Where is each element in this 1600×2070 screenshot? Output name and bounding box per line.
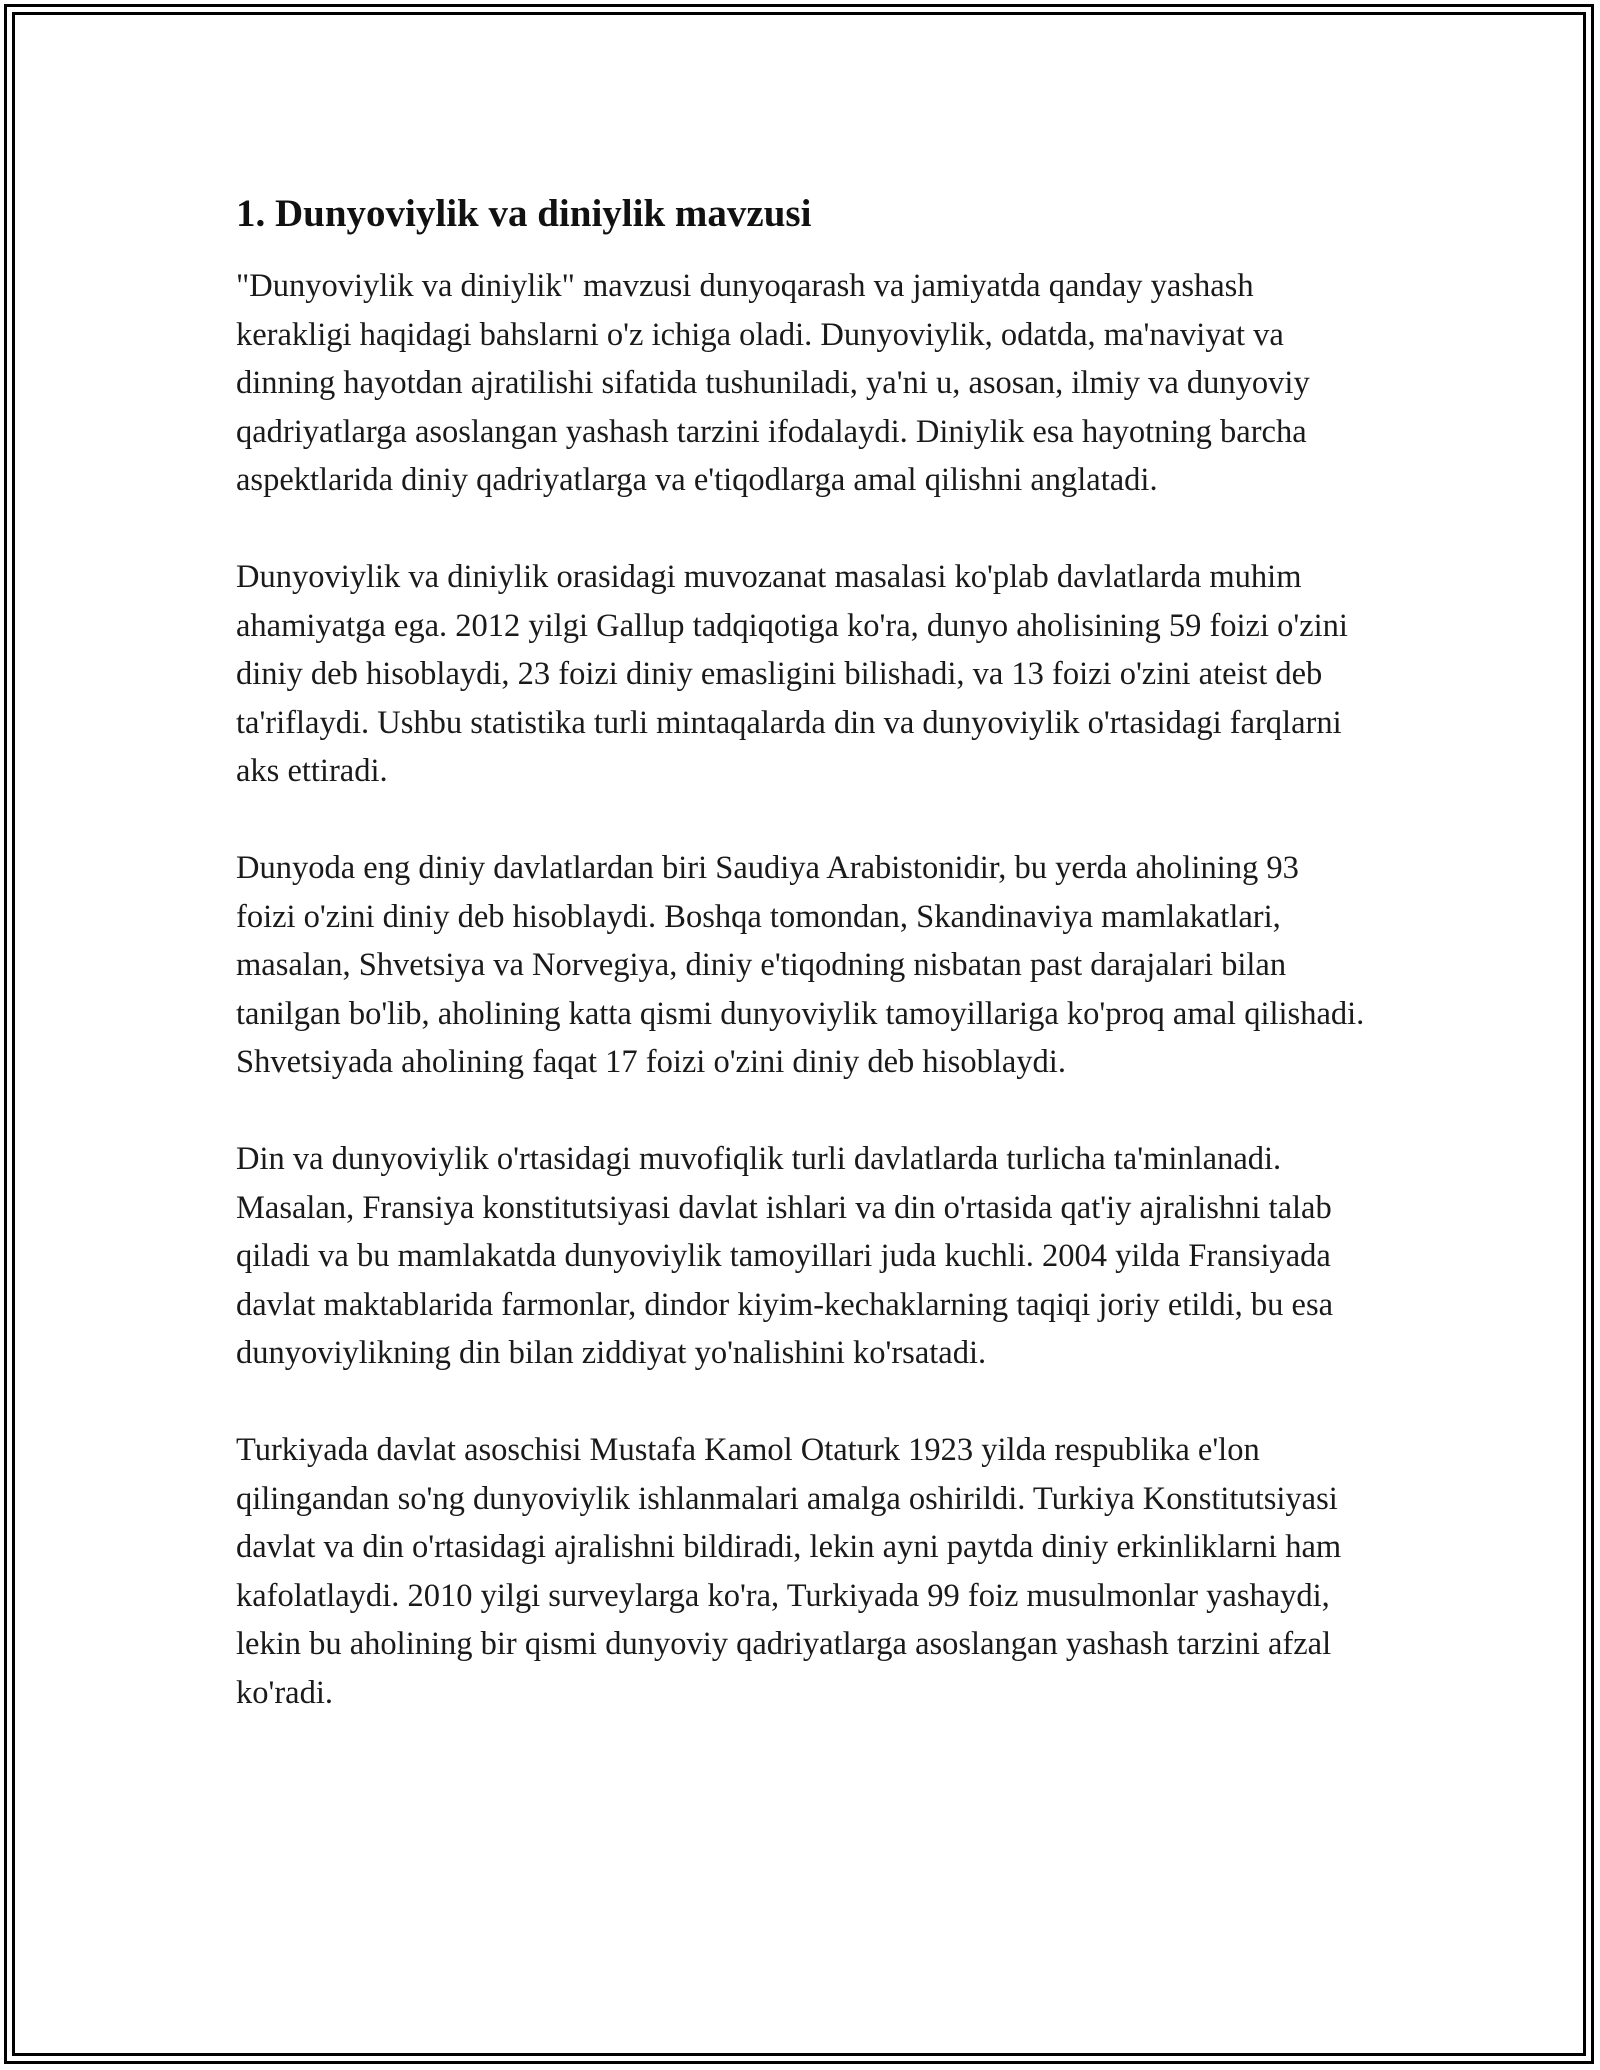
paragraph-5: Turkiyada davlat asoschisi Mustafa Kamol Otaturk 1923 yilda respublika e'lon qilingandan so'ng dunyoviylik ishlanmalari amalga oshirildi. Turkiya Konstitutsiyasi davlat va din o'rtasidagi ajralishni bildiradi, lekin ayni paytda diniy erkinliklarni ham kafolatlaydi. 2010 yilgi surveylarga ko'ra, Turkiyada 99 foiz musulmonlar yashaydi, lekin bu aholining bir qismi dunyoviy qadriyatlarga asoslangan yashash tarzini afzal ko'radi. (236, 1432, 1342, 1711)
paragraph-3: Dunyoda eng diniy davlatlardan biri Saudiya Arabistonidir, bu yerda aholining 93 foizi o'zini diniy deb hisoblaydi. Boshqa tomondan, Skandinaviya mamlakatlari, masalan, Shvetsiya va Norvegiya, diniy e'tiqodning nisbatan past darajalari bilan tanilgan bo'lib, aholining katta qismi dunyoviylik tamoyillariga ko'proq amal qilishadi. Shvetsiyada aholining faqat 17 foizi o'zini diniy deb hisoblaydi. (236, 850, 1365, 1080)
paragraph-1: "Dunyoviylik va diniylik" mavzusi dunyoqarash va jamiyatda qanday yashash kerakligi haqidagi bahslarni o'z ichiga oladi. Dunyoviylik, odatda, ma'naviyat va dinning hayotdan ajratilishi sifatida tushuniladi, ya'ni u, asosan, ilmiy va dunyoviy qadriyatlarga asoslangan yashash tarzini ifodalaydi. Diniylik esa hayotning barcha aspektlarida diniy qadriyatlarga va e'tiqodlarga amal qilishni anglatadi. (236, 268, 1310, 498)
paragraph-4: Din va dunyoviylik o'rtasidagi muvofiqlik turli davlatlarda turlicha ta'minlanadi. Masalan, Fransiya konstitutsiyasi davlat ishlari va din o'rtasida qat'iy ajralishni talab qiladi va bu mamlakatda dunyoviylik tamoyillari juda kuchli. 2004 yilda Fransiyada davlat maktablarida farmonlar, dindor kiyim-kechaklarning taqiqi joriy etildi, bu esa dunyoviylikning din bilan ziddiyat yo'nalishini ko'rsatadi. (236, 1141, 1334, 1371)
paragraph-2: Dunyoviylik va diniylik orasidagi muvozanat masalasi ko'plab davlatlarda muhim ahamiyatga ega. 2012 yilgi Gallup tadqiqotiga ko'ra, dunyo aholisining 59 foizi o'zini diniy deb hisoblaydi, 23 foizi diniy emasligini bilishadi, va 13 foizi o'zini ateist deb ta'riflaydi. Ushbu statistika turli mintaqalarda din va dunyoviylik o'rtasidagi farqlarni aks ettiradi. (236, 559, 1348, 789)
document-body (236, 190, 1366, 1766)
section-heading: 1. Dunyoviylik va diniylik mavzusi (236, 192, 812, 235)
